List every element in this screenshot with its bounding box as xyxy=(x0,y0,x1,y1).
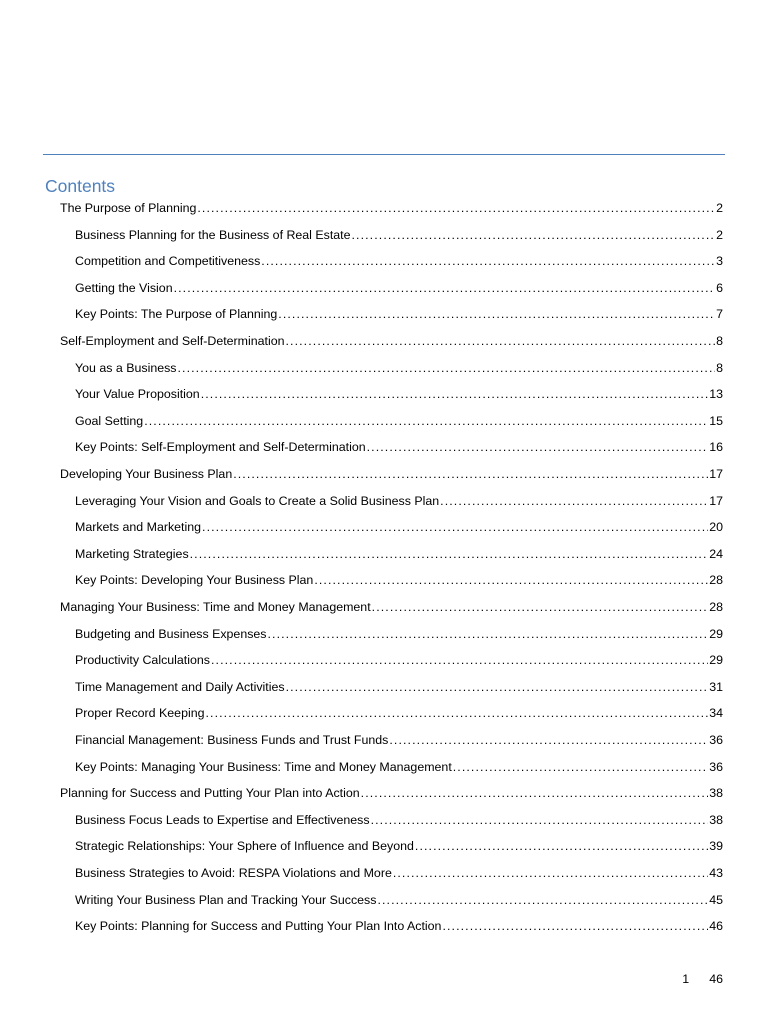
dot-leader xyxy=(286,677,709,697)
toc-entry-title: Markets and Marketing xyxy=(75,520,202,535)
toc-section-link[interactable] xyxy=(60,331,723,351)
dot-leader xyxy=(314,570,708,590)
toc-subsection-link[interactable] xyxy=(75,863,723,883)
toc-subsection-link[interactable] xyxy=(75,570,723,590)
toc-subsection-link[interactable] xyxy=(75,810,723,830)
toc-entry-title: Business Strategies to Avoid: RESPA Violations and More xyxy=(75,866,392,880)
toc-subsection-link[interactable] xyxy=(75,491,723,511)
toc-entry-title: The Purpose of Planning xyxy=(60,201,197,215)
toc-entry-title: Managing Your Business: Time and Money Management xyxy=(60,600,371,614)
toc-entry-page-number: 16 xyxy=(709,440,723,455)
toc-subsection-link[interactable] xyxy=(75,358,723,378)
toc-entry-page-number: 29 xyxy=(709,626,723,641)
toc-subsection-link[interactable] xyxy=(75,757,723,777)
dot-leader xyxy=(233,464,708,484)
dot-leader xyxy=(197,198,715,218)
header-divider-line xyxy=(43,154,725,155)
toc-subsection-link[interactable] xyxy=(75,278,723,298)
dot-leader xyxy=(174,278,716,298)
toc-entry-title: Key Points: Planning for Success and Putting Your Plan Into Action xyxy=(75,919,442,934)
toc-subsection-link[interactable] xyxy=(75,890,723,910)
dot-leader xyxy=(415,836,708,856)
toc-entry-page-number: 31 xyxy=(709,679,723,694)
toc-entry-title: Key Points: Developing Your Business Plan xyxy=(75,573,314,588)
toc-subsection-link[interactable] xyxy=(75,677,723,697)
toc-entry-page-number: 28 xyxy=(709,600,723,614)
toc-entry-page-number: 46 xyxy=(709,919,723,934)
toc-subsection-link[interactable] xyxy=(75,251,723,271)
toc-entry-title: Key Points: Managing Your Business: Time and Money Management xyxy=(75,759,452,774)
dot-leader xyxy=(268,624,709,644)
dot-leader xyxy=(178,358,716,378)
toc-entry-title: Writing Your Business Plan and Tracking Your Success xyxy=(75,892,377,907)
toc-subsection-link[interactable] xyxy=(75,703,723,723)
dot-leader xyxy=(352,225,716,245)
dot-leader xyxy=(377,890,708,910)
toc-section-link[interactable] xyxy=(60,198,723,218)
toc-entry-page-number: 38 xyxy=(709,812,723,827)
toc-subsection-link[interactable] xyxy=(75,225,723,245)
toc-entry-title: Goal Setting xyxy=(75,413,144,428)
toc-entry-title: Getting the Vision xyxy=(75,280,173,295)
dot-leader xyxy=(372,597,709,617)
dot-leader xyxy=(206,703,709,723)
toc-entry-title: Time Management and Daily Activities xyxy=(75,679,285,694)
toc-entry-title: Leveraging Your Vision and Goals to Create a Solid Business Plan xyxy=(75,493,440,508)
toc-entry-page-number: 38 xyxy=(709,786,723,801)
toc-entry-title: Productivity Calculations xyxy=(75,653,210,668)
dot-leader xyxy=(190,544,709,564)
dot-leader xyxy=(367,437,709,457)
toc-entry-page-number: 8 xyxy=(716,334,723,348)
toc-entry-page-number: 28 xyxy=(709,573,723,588)
dot-leader xyxy=(278,304,715,324)
toc-entry-page-number: 45 xyxy=(709,892,723,907)
toc-entry-title: Strategic Relationships: Your Sphere of Influence and Beyond xyxy=(75,839,414,854)
toc-entry-page-number: 43 xyxy=(709,866,723,880)
toc-entry-page-number: 2 xyxy=(716,201,723,215)
toc-section-link[interactable] xyxy=(60,783,723,803)
toc-entry-page-number: 24 xyxy=(709,546,723,561)
toc-section-link[interactable] xyxy=(60,597,723,617)
toc-entry-title: Competition and Competitiveness xyxy=(75,254,261,269)
toc-entry-page-number: 8 xyxy=(716,360,723,375)
toc-entry-page-number: 20 xyxy=(709,520,723,535)
toc-subsection-link[interactable] xyxy=(75,384,723,404)
page-footer xyxy=(682,972,723,986)
toc-entry-title: Marketing Strategies xyxy=(75,546,189,561)
toc-subsection-link[interactable] xyxy=(75,624,723,644)
toc-subsection-link[interactable] xyxy=(75,836,723,856)
toc-subsection-link[interactable] xyxy=(75,916,723,936)
toc-heading: Contents xyxy=(45,176,116,196)
toc-entry-title: Business Planning for the Business of Real Estate xyxy=(75,227,351,242)
toc-subsection-link[interactable] xyxy=(75,730,723,750)
toc-entry-title: Key Points: Self-Employment and Self-Determination xyxy=(75,440,366,455)
toc-subsection-link[interactable] xyxy=(75,544,723,564)
toc-subsection-link[interactable] xyxy=(75,517,723,537)
dot-leader xyxy=(389,730,708,750)
toc-entry-title: You as a Business xyxy=(75,360,177,375)
toc-entry-page-number: 36 xyxy=(709,733,723,747)
toc-entry-page-number: 15 xyxy=(709,413,723,428)
toc-entry-page-number: 17 xyxy=(709,467,723,481)
current-page-number: 1 xyxy=(682,972,690,986)
dot-leader xyxy=(286,331,716,351)
toc-entry-title: Budgeting and Business Expenses xyxy=(75,626,267,641)
toc-entry-page-number: 17 xyxy=(709,493,723,508)
toc-subsection-link[interactable] xyxy=(75,437,723,457)
toc-entry-page-number: 34 xyxy=(709,706,723,721)
toc-entry-title: Planning for Success and Putting Your Plan into Action xyxy=(60,786,360,801)
toc-entry-page-number: 39 xyxy=(709,839,723,854)
toc-entry-page-number: 2 xyxy=(716,227,723,242)
total-page-count: 46 xyxy=(709,972,723,986)
dot-leader xyxy=(371,810,709,830)
toc-subsection-link[interactable] xyxy=(75,411,723,431)
toc-entry-page-number: 29 xyxy=(709,653,723,668)
dot-leader xyxy=(144,411,708,431)
toc-entry-page-number: 6 xyxy=(716,280,723,295)
toc-entry-page-number: 13 xyxy=(709,387,723,402)
toc-entry-title: Financial Management: Business Funds and Trust Funds xyxy=(75,733,389,747)
toc-entry-title: Developing Your Business Plan xyxy=(60,467,233,481)
dot-leader xyxy=(393,863,708,883)
dot-leader xyxy=(453,757,708,777)
toc-entry-title: Proper Record Keeping xyxy=(75,706,205,721)
dot-leader xyxy=(261,251,715,271)
dot-leader xyxy=(211,650,708,670)
toc-entry-page-number: 3 xyxy=(716,254,723,269)
toc-entry-page-number: 36 xyxy=(709,759,723,774)
toc-entry-page-number: 7 xyxy=(716,307,723,322)
dot-leader xyxy=(361,783,709,803)
toc-subsection-link[interactable] xyxy=(75,304,723,324)
dot-leader xyxy=(440,491,708,511)
toc-entry-title: Your Value Proposition xyxy=(75,387,200,402)
toc-section-link[interactable] xyxy=(60,464,723,484)
dot-leader xyxy=(201,384,709,404)
toc-entry-title: Business Focus Leads to Expertise and Effectiveness xyxy=(75,812,370,827)
dot-leader xyxy=(442,916,708,936)
dot-leader xyxy=(202,517,708,537)
toc-entry-title: Key Points: The Purpose of Planning xyxy=(75,307,278,322)
toc-entry-title: Self-Employment and Self-Determination xyxy=(60,334,285,348)
toc-subsection-link[interactable] xyxy=(75,650,723,670)
